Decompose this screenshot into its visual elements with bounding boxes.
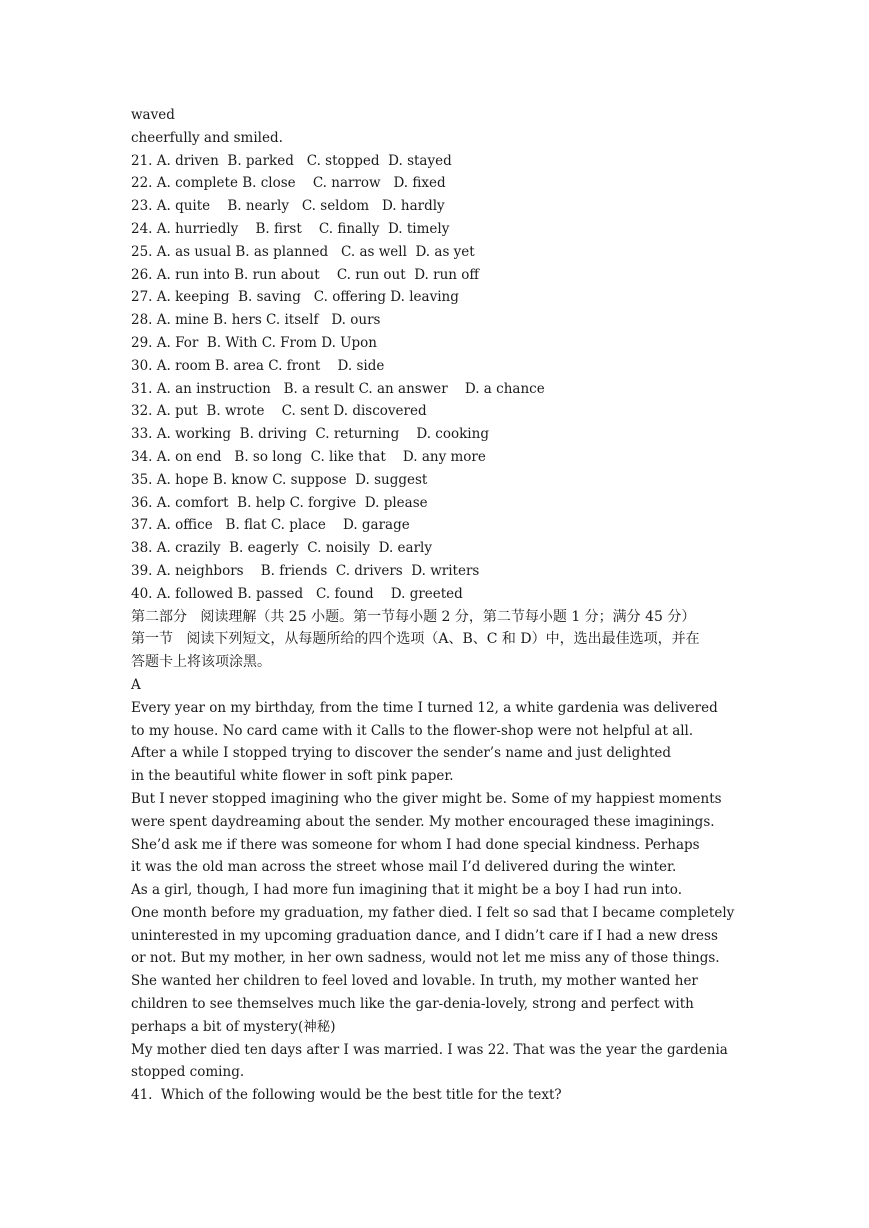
passage-line: As a girl, though, I had more fun imagining that it might be a boy I had run into.: [131, 882, 682, 899]
passage-line: Every year on my birthday, from the time I turned 12, a white gardenia was delivered: [131, 699, 718, 716]
passage-line: But I never stopped imagining who the giver might be. Some of my happiest moments: [131, 790, 722, 807]
question-line: 29. A. For B. With C. From D. Upon: [131, 334, 377, 351]
passage-line: My mother died ten days after I was married. I was 22. That was the year the gardenia: [131, 1041, 728, 1058]
passage-line: were spent daydreaming about the sender. My mother encouraged these imaginings.: [131, 813, 715, 830]
question-line: 31. A. an instruction B. a result C. an answer D. a chance: [131, 380, 545, 397]
passage-line: in the beautiful white flower in soft pink paper.: [131, 768, 454, 785]
question-line: 36. A. comfort B. help C. forgive D. please: [131, 494, 428, 511]
passage-line: One month before my graduation, my father died. I felt so sad that I became completely: [131, 904, 735, 921]
question-line: 21. A. driven B. parked C. stopped D. stayed: [131, 152, 452, 169]
passage-line: She’d ask me if there was someone for whom I had done special kindness. Perhaps: [131, 836, 700, 853]
question-line: 27. A. keeping B. saving C. offering D. leaving: [131, 289, 459, 306]
question-line: 32. A. put B. wrote C. sent D. discovered: [131, 403, 427, 420]
passage-text: [131, 697, 739, 1085]
intro-line: cheerfully and smiled.: [131, 129, 283, 146]
passage-label: A: [131, 676, 141, 693]
question-line: 40. A. followed B. passed C. found D. greeted: [131, 585, 463, 602]
passage-line: perhaps a bit of mystery(神秘): [131, 1018, 336, 1035]
passage-line: stopped coming.: [131, 1064, 245, 1081]
passage-line: or not. But my mother, in her own sadness, would not let me miss any of those things.: [131, 950, 720, 967]
question-line: 37. A. office B. flat C. place D. garage: [131, 517, 410, 534]
document-page: [131, 104, 739, 1107]
question-list: [131, 150, 739, 606]
question-line: 23. A. quite B. nearly C. seldom D. hardly: [131, 198, 445, 215]
question-line: 35. A. hope B. know C. suppose D. suggest: [131, 471, 428, 488]
question-line: 26. A. run into B. run about C. run out D. run off: [131, 266, 479, 283]
passage-line: She wanted her children to feel loved and lovable. In truth, my mother wanted her: [131, 973, 698, 990]
question-line: 39. A. neighbors B. friends C. drivers D. writers: [131, 562, 480, 579]
passage-line: After a while I stopped trying to discover the sender’s name and just delighted: [131, 745, 672, 762]
intro-line: waved: [131, 107, 175, 123]
section-instruction: 答题卡上将该项涂黑。: [131, 654, 271, 671]
question-line: 25. A. as usual B. as planned C. as well D. as yet: [131, 243, 475, 260]
question-line: 34. A. on end B. so long C. like that D. any more: [131, 448, 486, 465]
section-instruction: 第一节 阅读下列短文，从每题所给的四个选项（A、B、C 和 D）中，选出最佳选项，并在: [131, 631, 700, 648]
passage-line: uninterested in my upcoming graduation dance, and I didn’t care if I had a new dress: [131, 927, 718, 944]
passage-line: to my house. No card came with it Calls to the flower-shop were not helpful at all.: [131, 722, 694, 739]
question-line: 24. A. hurriedly B. first C. finally D. timely: [131, 220, 450, 237]
section-heading: 第二部分 阅读理解（共 25 小题。第一节每小题 2 分，第二节每小题 1 分；满分 45 分）: [131, 608, 696, 625]
passage-line: children to see themselves much like the gar-denia-lovely, strong and perfect with: [131, 996, 694, 1013]
passage-line: it was the old man across the street whose mail I’d delivered during the winter.: [131, 859, 677, 876]
question-line: 33. A. working B. driving C. returning D. cooking: [131, 426, 489, 443]
question-41: 41. Which of the following would be the best title for the text?: [131, 1087, 562, 1104]
question-line: 28. A. mine B. hers C. itself D. ours: [131, 312, 381, 329]
question-line: 38. A. crazily B. eagerly C. noisily D. early: [131, 540, 432, 557]
question-line: 30. A. room B. area C. front D. side: [131, 357, 385, 374]
question-line: 22. A. complete B. close C. narrow D. fixed: [131, 175, 446, 192]
